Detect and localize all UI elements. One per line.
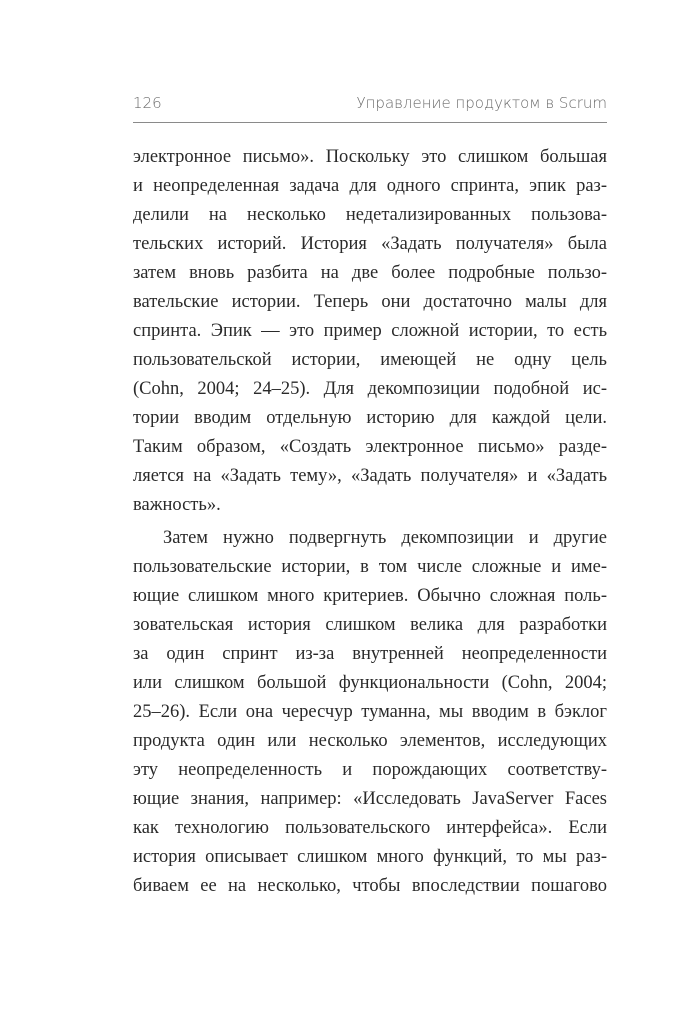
text-line: за один спринт из-за внутренней неопределенности	[133, 644, 607, 664]
text-line: (Cohn, 2004; 24–25). Для декомпозиции подобной ис-	[133, 379, 607, 399]
text-line: вательские истории. Теперь они достаточно малы для	[133, 292, 607, 312]
text-line: ющие знания, например: «Исследовать JavaServer Faces	[133, 789, 607, 809]
text-line: или слишком большой функциональности (Cohn, 2004;	[133, 673, 607, 693]
running-title: Управление продуктом в Scrum	[356, 94, 607, 112]
text-line: тории вводим отдельную историю для каждой цели.	[133, 408, 607, 428]
text-line: как технологию пользовательского интерфейса». Если	[133, 818, 607, 838]
text-line: спринта. Эпик — это пример сложной истории, то есть	[133, 321, 607, 341]
text-line: затем вновь разбита на две более подробные пользо-	[133, 263, 607, 283]
running-header	[133, 92, 607, 123]
paragraph	[133, 524, 607, 901]
text-line: пользовательской истории, имеющей не одну цель	[133, 350, 607, 370]
text-line: и неопределенная задача для одного спринта, эпик раз-	[133, 176, 607, 196]
text-line: ющие слишком много критериев. Обычно сложная поль-	[133, 586, 607, 606]
text-line: зовательская история слишком велика для разработки	[133, 615, 607, 635]
text-line: делили на несколько недетализированных пользова-	[133, 205, 607, 225]
body-text	[133, 143, 607, 901]
text-line: продукта один или несколько элементов, исследующих	[133, 731, 607, 751]
text-line: пользовательские истории, в том числе сложные и име-	[133, 557, 607, 577]
text-line: биваем ее на несколько, чтобы впоследствии пошагово	[133, 876, 607, 896]
page-number: 126	[133, 94, 162, 112]
text-line: электронное письмо». Поскольку это слишком большая	[133, 147, 607, 167]
text-line: эту неопределенность и порождающих соответству-	[133, 760, 607, 780]
text-line: Таким образом, «Создать электронное письмо» разде-	[133, 437, 607, 457]
text-line: тельских историй. История «Задать получателя» была	[133, 234, 607, 254]
text-line: ляется на «Задать тему», «Задать получателя» и «Задать	[133, 466, 607, 486]
text-line: Затем нужно подвергнуть декомпозиции и другие	[163, 528, 607, 548]
text-line: история описывает слишком много функций, то мы раз-	[133, 847, 607, 867]
text-line: 25–26). Если она чересчур туманна, мы вводим в бэклог	[133, 702, 607, 722]
paragraph	[133, 143, 607, 520]
text-line: важность».	[133, 495, 221, 515]
